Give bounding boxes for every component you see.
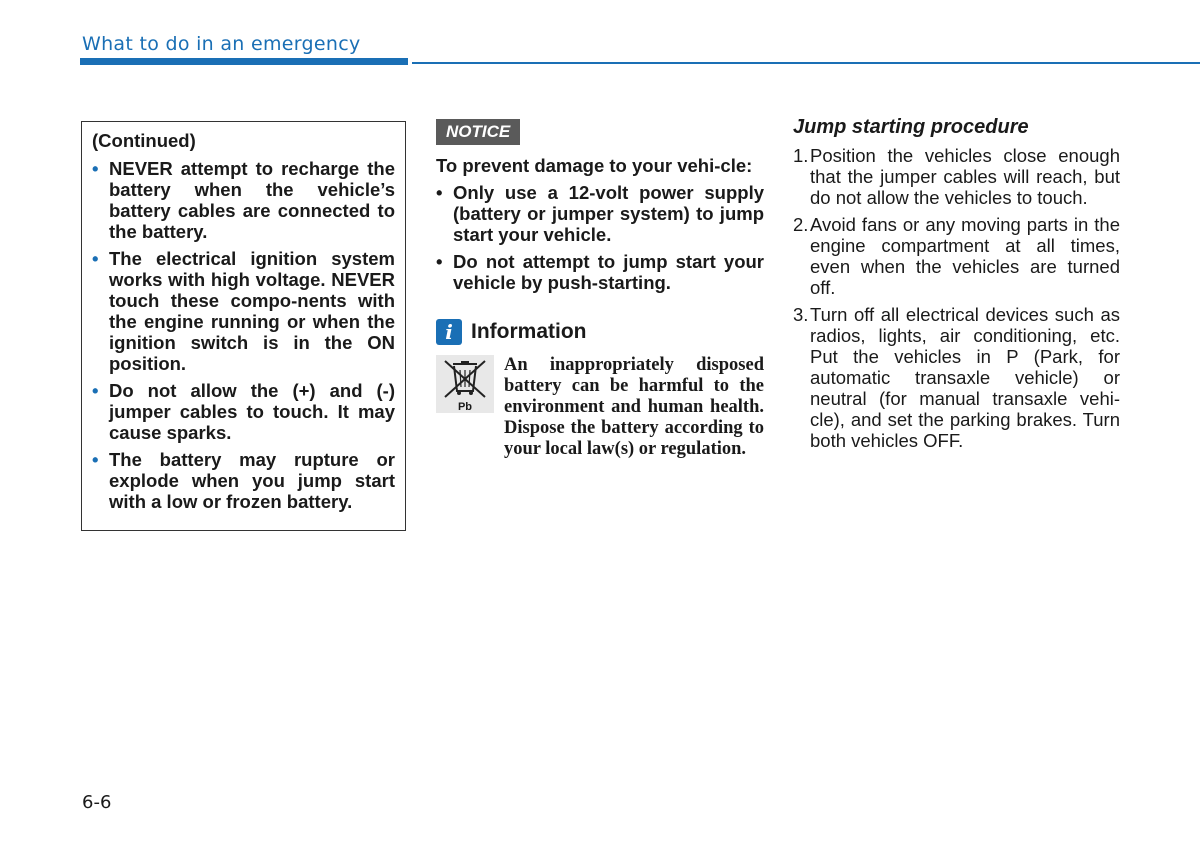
warning-item: • Do not allow the (+) and (-) jumper cables to touch. It may cause sparks. bbox=[92, 380, 395, 443]
section-title: What to do in an emergency bbox=[82, 33, 361, 55]
procedure-step: 1. Position the vehicles close enough that the jumper cables will reach, but do not allow the vehicles to touch. bbox=[793, 145, 1120, 208]
warning-item: • The electrical ignition system works with high voltage. NEVER touch these compo-nents with the engine running or when the ignition switch is in the ON position. bbox=[92, 248, 395, 374]
warning-list bbox=[92, 158, 395, 512]
notice-list bbox=[436, 182, 764, 293]
information-text: An inappropriately disposed battery can be harmful to the environment and human health. Dispose the battery according to your local law(s) or regulation. bbox=[504, 355, 764, 459]
warning-item: • NEVER attempt to recharge the battery when the vehicle’s battery cables are connected to the battery. bbox=[92, 158, 395, 242]
crossed-bin-icon bbox=[436, 355, 494, 413]
procedure-steps bbox=[793, 145, 1120, 451]
notice-intro: To prevent damage to your vehi-cle: bbox=[436, 155, 753, 176]
step-number: 1. bbox=[793, 145, 809, 166]
information-header bbox=[436, 319, 764, 345]
warning-box bbox=[81, 121, 406, 531]
information-body bbox=[436, 355, 764, 460]
step-number: 2. bbox=[793, 214, 809, 235]
bullet-icon: • bbox=[92, 158, 99, 179]
warning-item: • The battery may rupture or explode when you jump start with a low or frozen battery. bbox=[92, 449, 395, 512]
step-number: 3. bbox=[793, 304, 809, 325]
procedure-column bbox=[793, 116, 1120, 457]
page-number: 6-6 bbox=[82, 792, 112, 813]
bullet-icon: • bbox=[92, 248, 99, 269]
bullet-icon: • bbox=[92, 380, 99, 401]
procedure-step: 2. Avoid fans or any moving parts in the engine compartment at all times, even when the vehicles are turned off. bbox=[793, 214, 1120, 298]
header-rule-thin bbox=[412, 62, 1200, 64]
bullet-icon: • bbox=[92, 449, 99, 470]
continued-label: (Continued) bbox=[92, 130, 196, 151]
notice-badge: NOTICE bbox=[436, 119, 520, 145]
pb-label: Pb bbox=[457, 401, 473, 413]
procedure-step: 3. Turn off all electrical devices such as radios, lights, air conditioning, etc. Put the vehicles in P (Park, for automatic transaxle vehicle) or neutral (for manual transaxle vehi-cle), and set the parking brakes. Turn both vehicles OFF. bbox=[793, 304, 1120, 451]
notice-column bbox=[436, 119, 764, 460]
bullet-icon: • bbox=[436, 251, 443, 272]
information-title: Information bbox=[471, 320, 587, 343]
header-rule-thick bbox=[80, 58, 408, 65]
bullet-icon: • bbox=[436, 182, 443, 203]
notice-item: • Do not attempt to jump start your vehicle by push-starting. bbox=[436, 251, 764, 293]
notice-item: • Only use a 12-volt power supply (battery or jumper system) to jump start your vehicle. bbox=[436, 182, 764, 245]
procedure-title: Jump starting procedure bbox=[793, 116, 1029, 138]
info-icon: i bbox=[436, 319, 462, 345]
